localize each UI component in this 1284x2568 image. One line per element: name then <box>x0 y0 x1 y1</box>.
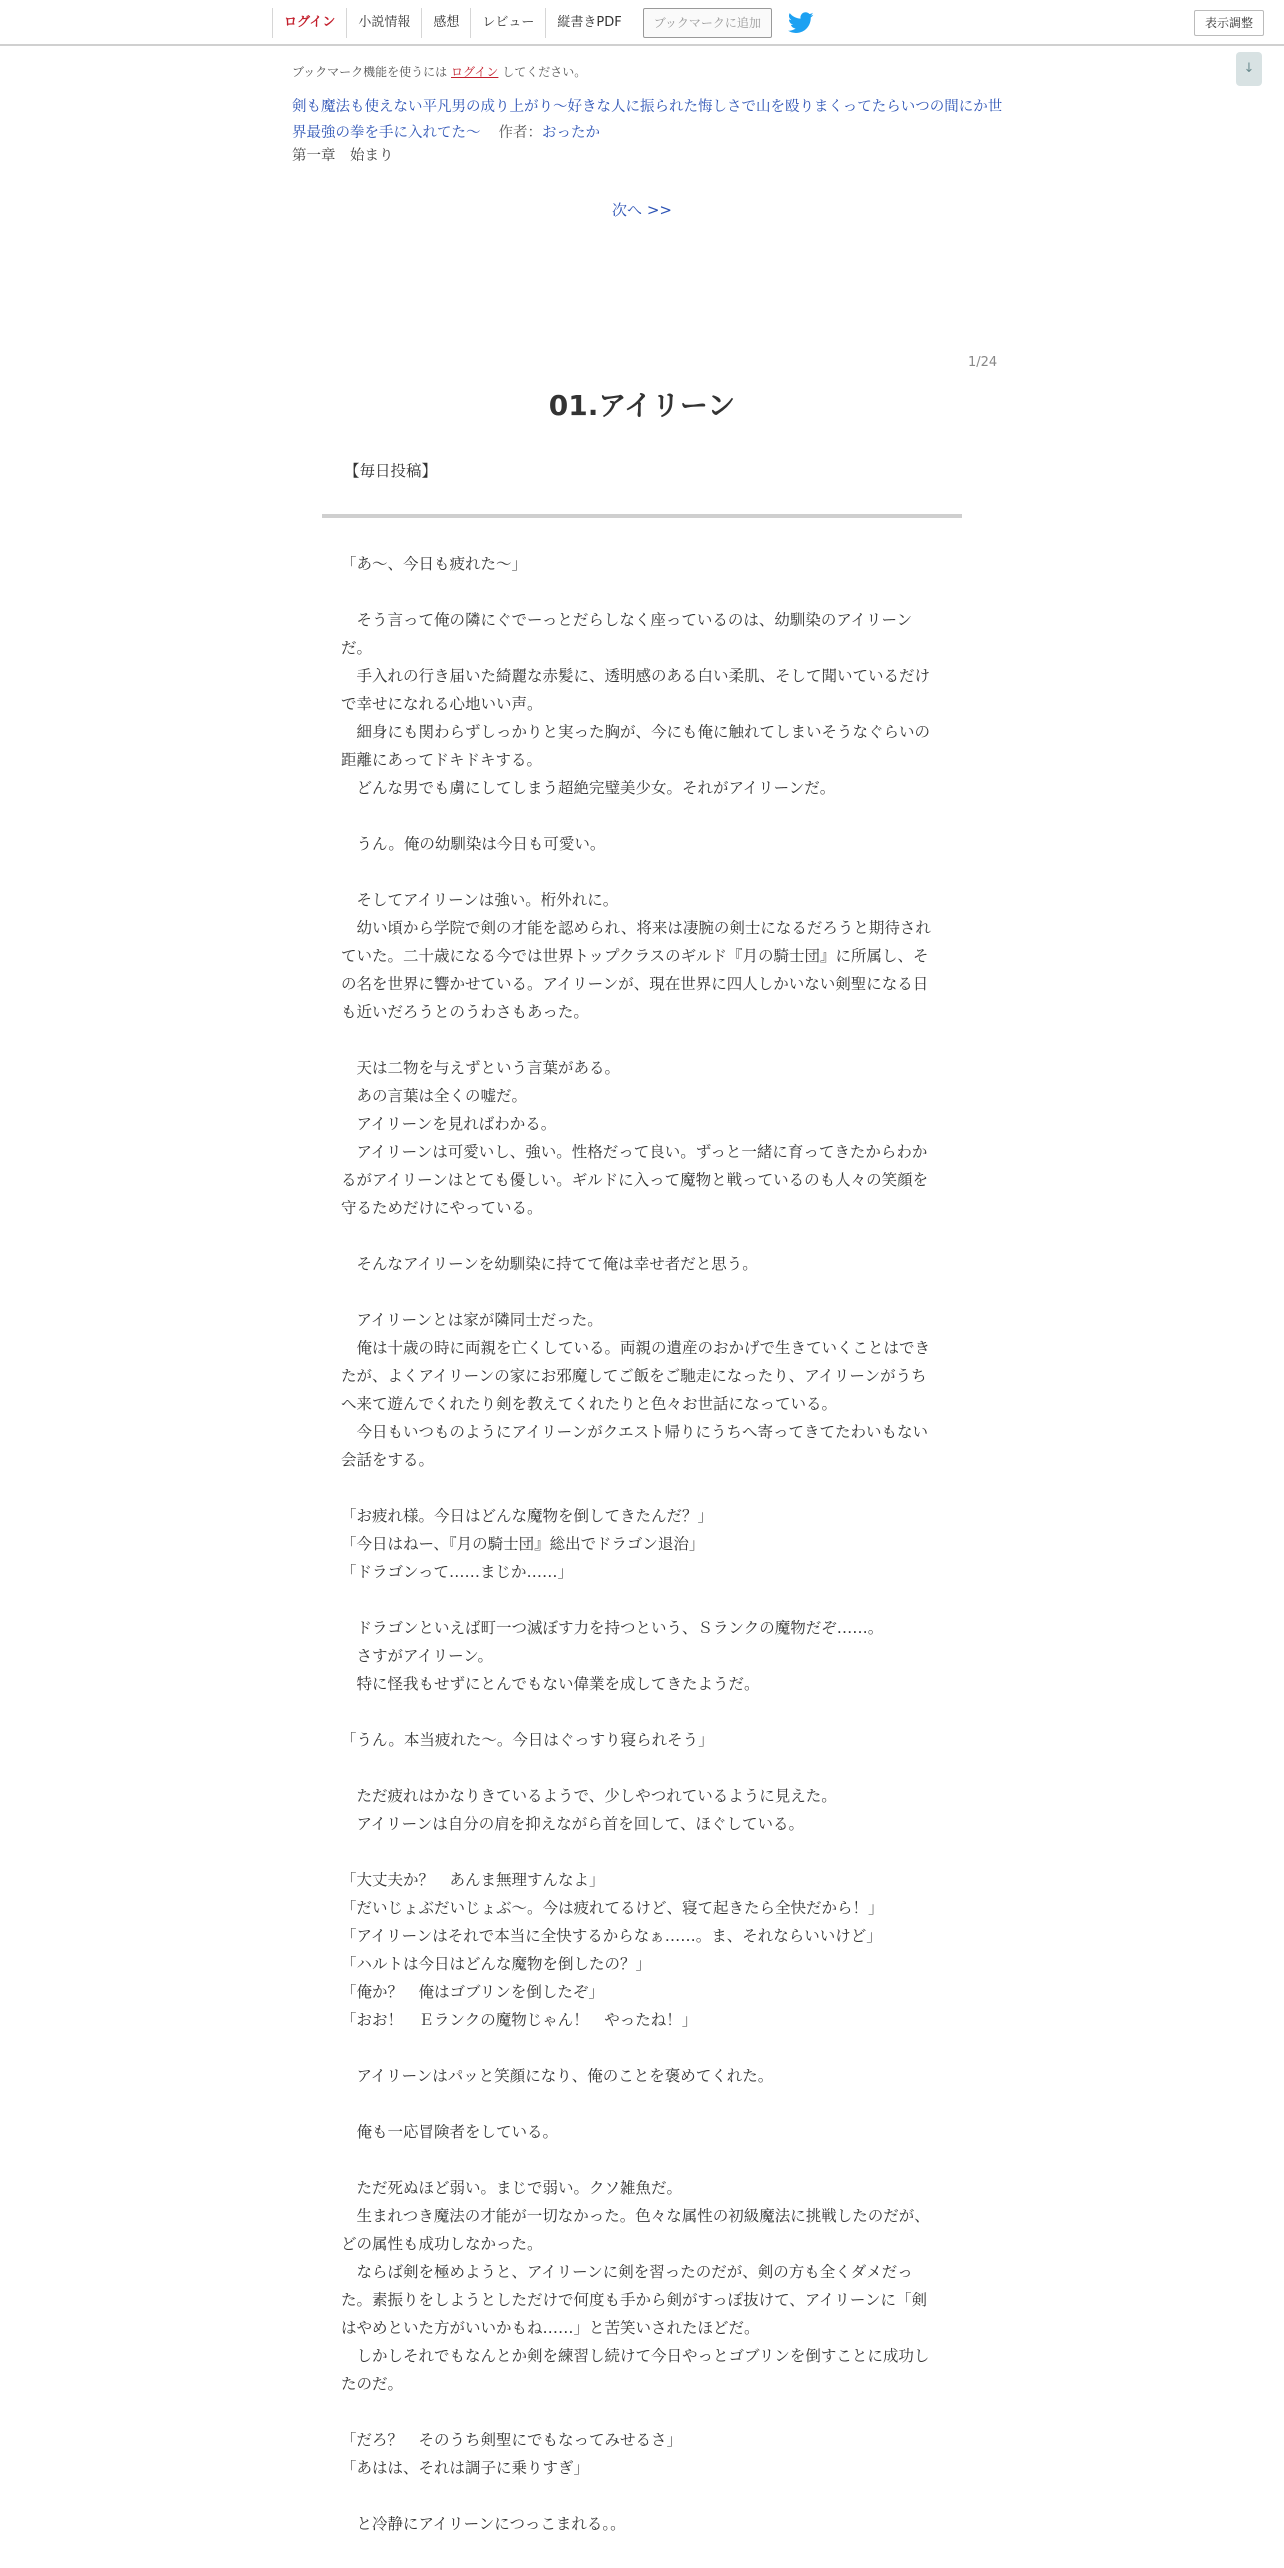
body-paragraph: 「うん。本当疲れた～。今日はぐっすり寝られそう」 <box>341 1731 714 1749</box>
nav-login-link[interactable]: ログイン <box>272 8 346 38</box>
blank-line <box>341 1222 941 1250</box>
episode-page-count: 1/24 <box>968 355 998 370</box>
blank-line <box>341 858 941 886</box>
blank-line <box>341 1838 941 1866</box>
nav-vertical-pdf-link[interactable]: 縦書きPDF <box>545 8 632 38</box>
nav-review-link[interactable]: レビュー <box>470 8 545 38</box>
blank-line <box>341 2482 941 2510</box>
bookmark-login-notice <box>292 63 586 80</box>
body-paragraph: 「ハルトは今日はどんな魔物を倒したの？」 <box>341 1955 652 1973</box>
body-paragraph: そう言って俺の隣にぐでーっとだらしなく座っているのは、幼馴染のアイリーンだ。 <box>341 611 913 657</box>
body-paragraph: 「おお！ Ｅランクの魔物じゃん！ やったね！」 <box>341 2011 698 2029</box>
chapter-title: 第一章 始まり <box>292 148 394 164</box>
body-paragraph: 天は二物を与えずという言葉がある。 <box>341 1059 621 1077</box>
nav-impressions-link[interactable]: 感想 <box>421 8 470 38</box>
body-paragraph: 「今日はねー、『月の騎士団』総出でドラゴン退治」 <box>341 1535 705 1553</box>
body-paragraph: しかしそれでもなんとか剣を練習し続けて今日やっとゴブリンを倒すことに成功したのだ。 <box>341 2347 930 2393</box>
body-paragraph: ただ疲れはかなりきているようで、少しやつれているように見えた。 <box>341 1787 837 1805</box>
body-paragraph: 幼い頃から学院で剣の才能を認められ、将来は凄腕の剣士になるだろうと期待されていた。二十歳になる今では世界トップクラスのギルド『月の騎士団』に所属し、その名を世界に響かせている。アイリーンが、現在世界に四人しかいない剣聖になる日も近いだろうとのうわさもあった。 <box>341 919 931 1021</box>
twitter-bird-icon[interactable] <box>788 12 814 34</box>
display-settings-button[interactable]: 表示調整 <box>1194 10 1264 36</box>
body-paragraph: アイリーンは可愛いし、強い。性格だって良い。ずっと一緒に育ってきたからわかるがアイリーンはとても優しい。ギルドに入って魔物と戦っているのも人々の笑顔を守るためだけにやっている。 <box>341 1143 929 1217</box>
body-paragraph: 「あはは、それは調子に乗りすぎ」 <box>341 2459 590 2477</box>
add-bookmark-button[interactable]: ブックマークに追加 <box>643 8 772 38</box>
body-paragraph: 特に怪我もせずにとんでもない偉業を成してきたようだ。 <box>341 1675 760 1693</box>
blank-line <box>341 1586 941 1614</box>
scroll-down-button[interactable]: ↓ <box>1236 52 1262 86</box>
novel-title-link[interactable]: 剣も魔法も使えない平凡男の成り上がり〜好きな人に振られた悔しさで山を殴りまくってたらいつの間にか世界最強の拳を手に入れてた〜 <box>292 99 1003 141</box>
blank-line <box>341 2034 941 2062</box>
blank-line <box>341 2090 941 2118</box>
body-paragraph: うん。俺の幼馴染は今日も可愛い。 <box>341 835 606 853</box>
body-paragraph: アイリーンはパッと笑顔になり、俺のことを褒めてくれた。 <box>341 2067 774 2085</box>
body-paragraph: アイリーンは自分の肩を抑えながら首を回して、ほぐしている。 <box>341 1815 804 1833</box>
body-paragraph: 俺は十歳の時に両親を亡くしている。両親の遺産のおかげで生きていくことはできたが、よくアイリーンの家にお邪魔してご飯をご馳走になったり、アイリーンがうちへ来て遊んでくれたり剣を教えてくれたりと色々お世話になっている。 <box>341 1339 931 1413</box>
body-paragraph: そしてアイリーンは強い。桁外れに。 <box>341 891 619 909</box>
blank-line <box>341 2398 941 2426</box>
body-paragraph: 生まれつき魔法の才能が一切なかった。色々な属性の初級魔法に挑戦したのだが、どの属性も成功しなかった。 <box>341 2207 930 2253</box>
body-paragraph: そんなアイリーンを幼馴染に持てて俺は幸せ者だと思う。 <box>341 1255 758 1273</box>
body-paragraph: さすがアイリーン。 <box>341 1647 494 1665</box>
preface-divider <box>322 514 962 518</box>
body-paragraph: と冷静にアイリーンにつっこまれる。。 <box>341 2515 626 2533</box>
novel-title-block <box>292 94 1004 146</box>
blank-line <box>341 1754 941 1782</box>
notice-suffix: してください。 <box>502 65 587 79</box>
body-paragraph: アイリーンとは家が隣同士だった。 <box>341 1311 603 1329</box>
body-paragraph: 俺も一応冒険者をしている。 <box>341 2123 559 2141</box>
body-paragraph: 「大丈夫か？ あんま無理すんなよ」 <box>341 1871 605 1889</box>
blank-line <box>341 1278 941 1306</box>
body-paragraph: 「だろ？ そのうち剣聖にでもなってみせるさ」 <box>341 2431 683 2449</box>
body-paragraph: ドラゴンといえば町一つ滅ぼす力を持つという、Ｓランクの魔物だぞ……。 <box>341 1619 884 1637</box>
body-paragraph: アイリーンを見ればわかる。 <box>341 1115 557 1133</box>
body-paragraph: 「ドラゴンって……まじか……」 <box>341 1563 574 1581</box>
blank-line <box>341 1026 941 1054</box>
blank-line <box>341 2146 941 2174</box>
body-paragraph: 「お疲れ様。今日はどんな魔物を倒してきたんだ？」 <box>341 1507 714 1525</box>
body-paragraph: 今日もいつものようにアイリーンがクエスト帰りにうちへ寄ってきてたわいもない会話をする。 <box>341 1423 928 1469</box>
author-link[interactable]: おったか <box>542 125 600 141</box>
author-label: 作者： <box>498 125 542 141</box>
next-episode-link[interactable]: 次へ >> <box>612 201 672 219</box>
body-paragraph: ただ死ぬほど弱い。まじで弱い。クソ雑魚だ。 <box>341 2179 683 2197</box>
notice-login-link[interactable]: ログイン <box>451 65 499 79</box>
top-navigation-bar <box>0 0 1284 46</box>
notice-prefix: ブックマーク機能を使うには <box>292 65 448 79</box>
episode-title: 01.アイリーン <box>548 389 736 422</box>
body-paragraph: あの言葉は全くの嘘だ。 <box>341 1087 528 1105</box>
blank-line <box>341 802 941 830</box>
blank-line <box>341 1474 941 1502</box>
body-paragraph: 「俺か？ 俺はゴブリンを倒したぞ」 <box>341 1983 604 2001</box>
body-paragraph: ならば剣を極めようと、アイリーンに剣を習ったのだが、剣の方も全くダメだった。素振りをしようとしただけで何度も手から剣がすっぽ抜けて、アイリーンに「剣はやめといた方がいいかもね……」と苦笑いされたほどだ。 <box>341 2263 928 2337</box>
header-nav <box>272 8 814 38</box>
body-paragraph: 「あ～、今日も疲れた～」 <box>341 555 528 573</box>
body-paragraph: どんな男でも虜にしてしまう超絶完璧美少女。それがアイリーンだ。 <box>341 779 836 797</box>
body-paragraph: 手入れの行き届いた綺麗な赤髪に、透明感のある白い柔肌、そして聞いているだけで幸せになれる心地いい声。 <box>341 667 931 713</box>
episode-body <box>341 550 941 2538</box>
body-paragraph: 細身にも関わらずしっかりと実った胸が、今にも俺に触れてしまいそうなぐらいの距離にあってドキドキする。 <box>341 723 931 769</box>
blank-line <box>341 578 941 606</box>
blank-line <box>341 1698 941 1726</box>
body-paragraph: 「だいじょぶだいじょぶ～。今は疲れてるけど、寝て起きたら全快だから！」 <box>341 1899 884 1917</box>
episode-preface: 【毎日投稿】 <box>344 462 438 480</box>
body-paragraph: 「アイリーンはそれで本当に全快するからなぁ……。ま、それならいいけど」 <box>341 1927 882 1945</box>
nav-novel-info-link[interactable]: 小説情報 <box>346 8 421 38</box>
